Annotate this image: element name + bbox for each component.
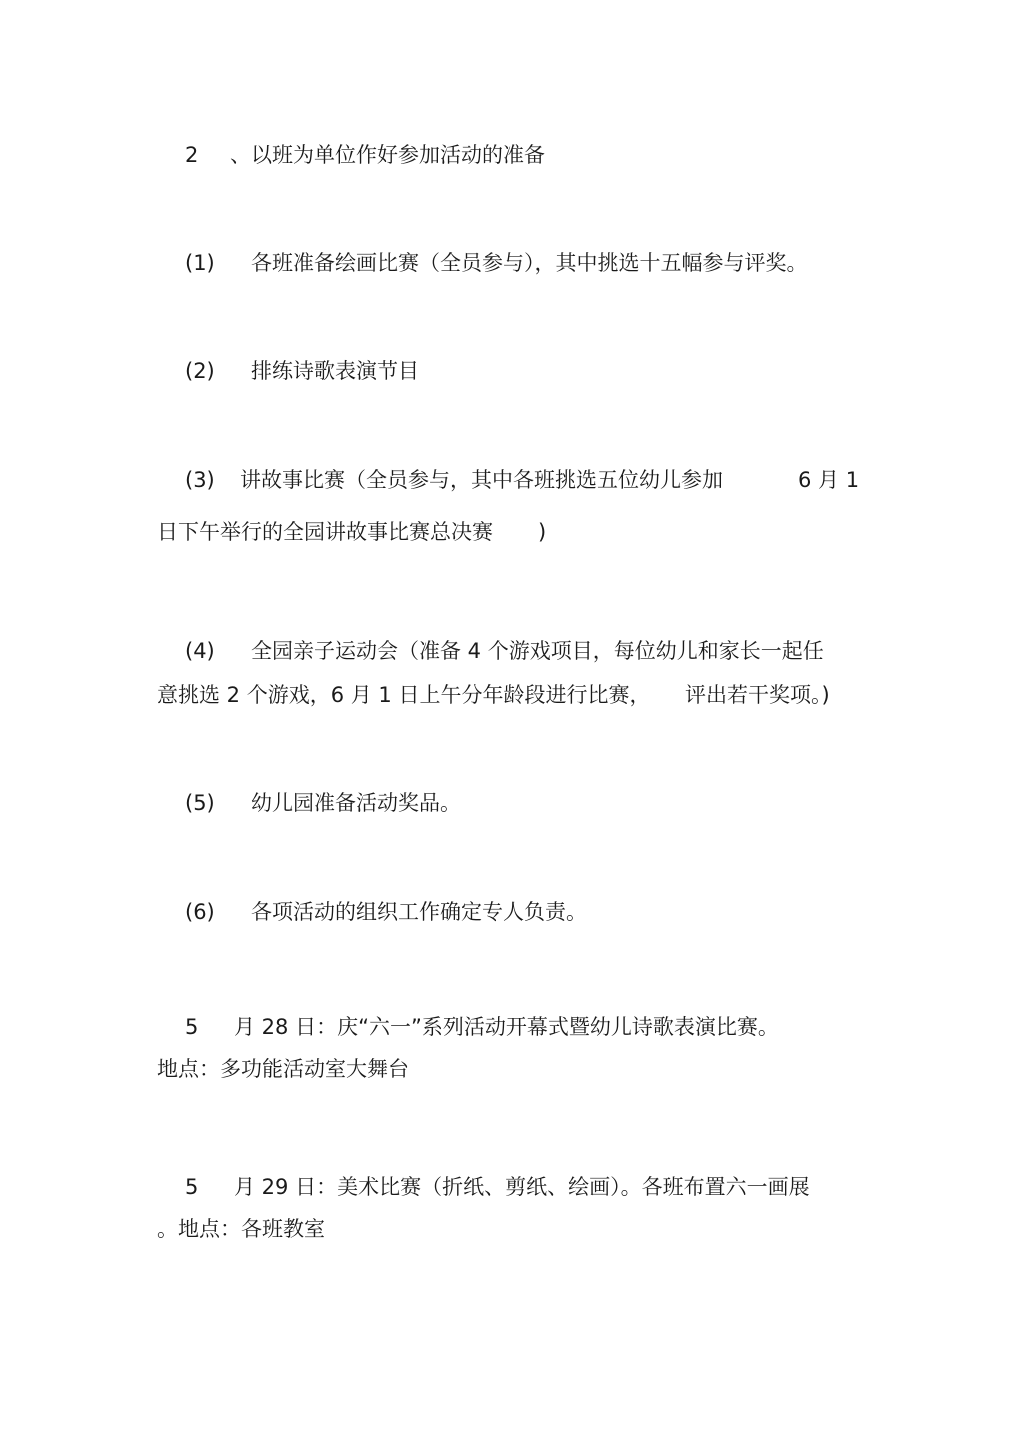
list-item-continuation: 日下午举行的全园讲故事比赛总决赛 — [157, 520, 493, 544]
schedule-continuation: 地点：多功能活动室大舞台 — [157, 1057, 409, 1081]
schedule-month: 5 — [185, 1015, 199, 1039]
list-item-continuation-tail: ) — [538, 520, 547, 544]
list-item-marker: (3) — [185, 468, 215, 492]
schedule-continuation: 。地点：各班教室 — [157, 1217, 325, 1241]
section-heading: 、以班为单位作好参加活动的准备 — [230, 143, 545, 167]
list-item-continuation: 意挑选 2 个游戏，6 月 1 日上午分年龄段进行比赛， — [157, 683, 651, 707]
list-item-text: 各项活动的组织工作确定专人负责。 — [251, 900, 587, 924]
list-item-text: 排练诗歌表演节目 — [251, 359, 419, 383]
list-item-marker: (5) — [185, 791, 215, 815]
list-item-marker: (6) — [185, 900, 215, 924]
list-item-text-tail: 6 月 1 — [798, 468, 860, 492]
list-item-text: 各班准备绘画比赛（全员参与），其中挑选十五幅参与评奖。 — [251, 251, 808, 275]
list-item-marker: (4) — [185, 639, 215, 663]
list-item-text: 幼儿园准备活动奖品。 — [251, 791, 461, 815]
schedule-month: 5 — [185, 1175, 199, 1199]
list-item-marker: (1) — [185, 251, 215, 275]
list-item-marker: (2) — [185, 359, 215, 383]
list-item-text: 讲故事比赛（全员参与，其中各班挑选五位幼儿参加 — [240, 468, 723, 492]
list-item-text: 全园亲子运动会（准备 4 个游戏项目，每位幼儿和家长一起任 — [251, 639, 824, 663]
schedule-text: 月 29 日：美术比赛（折纸、剪纸、绘画）。各班布置六一画展 — [234, 1175, 810, 1199]
schedule-text: 月 28 日：庆“六一”系列活动开幕式暨幼儿诗歌表演比赛。 — [234, 1015, 779, 1039]
section-heading-number: 2 — [185, 143, 199, 167]
list-item-continuation-tail: 评出若干奖项。) — [685, 683, 830, 707]
